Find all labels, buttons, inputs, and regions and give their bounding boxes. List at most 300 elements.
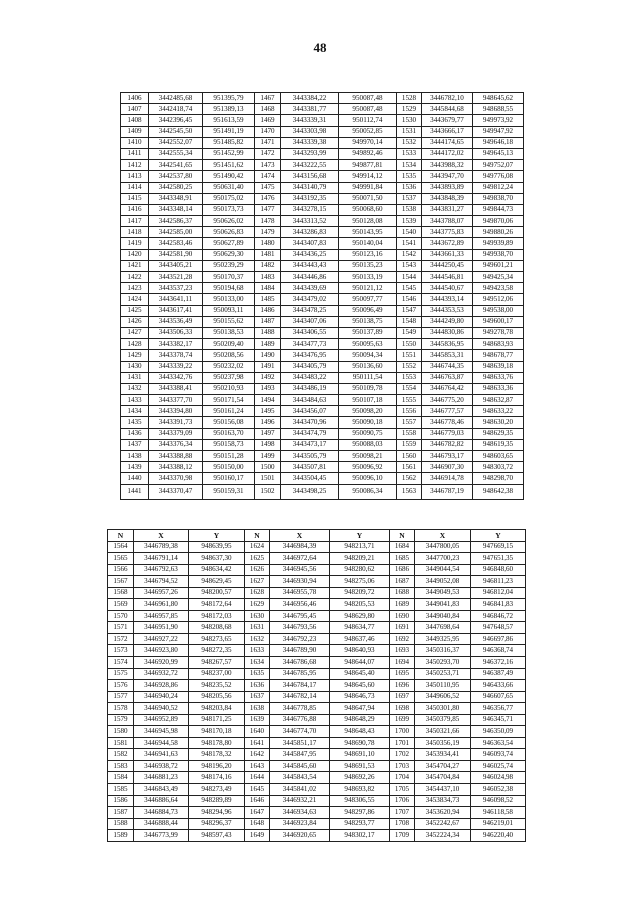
point-number-cell: 1561 (397, 462, 422, 473)
table-row (121, 350, 524, 361)
x-coordinate-cell: 3446793,56 (270, 622, 330, 634)
table-row (108, 807, 526, 819)
y-coordinate-cell: 948267,57 (189, 657, 245, 669)
x-coordinate-cell: 3446792,23 (270, 633, 330, 645)
x-coordinate-cell: 3446928,86 (134, 680, 189, 692)
point-number-cell: 1487 (255, 316, 281, 327)
x-coordinate-cell: 3446907,30 (422, 462, 473, 473)
point-number-cell: 1584 (108, 772, 134, 784)
y-coordinate-cell: 949838,70 (473, 193, 524, 204)
y-coordinate-cell: 950137,89 (339, 327, 397, 338)
point-number-cell: 1435 (121, 417, 149, 428)
y-coordinate-cell: 949512,06 (473, 294, 524, 305)
point-number-cell: 1573 (108, 645, 134, 657)
point-number-cell: 1640 (245, 726, 270, 738)
point-number-cell: 1541 (397, 238, 422, 249)
y-coordinate-cell: 950097,77 (339, 294, 397, 305)
x-coordinate-cell: 3443377,70 (149, 395, 203, 406)
y-coordinate-cell: 946846,72 (471, 610, 526, 622)
x-coordinate-cell: 3446920,99 (134, 657, 189, 669)
x-coordinate-cell: 3443672,89 (422, 238, 473, 249)
point-number-cell: 1586 (108, 795, 134, 807)
x-coordinate-cell: 3452224,34 (415, 830, 471, 842)
point-number-cell: 1500 (255, 462, 281, 473)
y-coordinate-cell: 948172,03 (189, 610, 245, 622)
x-coordinate-cell: 3446938,72 (134, 760, 189, 772)
y-coordinate-cell: 946220,40 (471, 830, 526, 842)
x-coordinate-cell: 3446941,63 (134, 749, 189, 761)
y-coordinate-cell: 950121,12 (339, 283, 397, 294)
point-number-cell: 1426 (121, 316, 149, 327)
y-coordinate-cell: 949880,26 (473, 227, 524, 238)
x-coordinate-cell: 3449325,95 (415, 633, 471, 645)
y-coordinate-cell: 946093,74 (471, 749, 526, 761)
point-number-cell: 1411 (121, 148, 149, 159)
y-coordinate-cell: 946219,01 (471, 818, 526, 830)
x-coordinate-cell: 3445847,95 (270, 749, 330, 761)
x-coordinate-cell: 3442580,25 (149, 182, 203, 193)
point-number-cell: 1415 (121, 193, 149, 204)
y-coordinate-cell: 951613,59 (203, 115, 255, 126)
point-number-cell: 1637 (245, 691, 270, 703)
x-coordinate-cell: 3443505,79 (281, 451, 339, 462)
table-row (121, 93, 524, 104)
y-coordinate-cell: 949938,70 (473, 249, 524, 260)
table-row (108, 610, 526, 622)
y-coordinate-cell: 948209,21 (330, 553, 390, 565)
x-coordinate-cell: 3446782,82 (422, 439, 473, 450)
x-coordinate-cell: 3446778,85 (270, 703, 330, 715)
point-number-cell: 1576 (108, 680, 134, 692)
point-number-cell: 1624 (245, 541, 270, 553)
point-number-cell: 1638 (245, 703, 270, 715)
y-coordinate-cell: 949947,92 (473, 126, 524, 137)
y-coordinate-cell: 949892,46 (339, 148, 397, 159)
point-number-cell: 1581 (108, 737, 134, 749)
x-coordinate-cell: 3446927,22 (134, 633, 189, 645)
point-number-cell: 1695 (390, 668, 415, 680)
x-coordinate-cell: 3446774,70 (270, 726, 330, 738)
y-coordinate-cell: 946025,74 (471, 760, 526, 772)
point-number-cell: 1428 (121, 339, 149, 350)
coordinates-table-2 (107, 529, 526, 842)
table-row (108, 737, 526, 749)
point-number-cell: 1502 (255, 484, 281, 499)
point-number-cell: 1424 (121, 294, 149, 305)
point-number-cell: 1440 (121, 473, 149, 484)
y-coordinate-cell: 950087,48 (339, 104, 397, 115)
point-number-cell: 1547 (397, 305, 422, 316)
table-row (121, 361, 524, 372)
x-coordinate-cell: 3443370,47 (149, 484, 203, 499)
point-number-cell: 1571 (108, 622, 134, 634)
y-coordinate-cell: 950156,08 (203, 417, 255, 428)
y-coordinate-cell: 948208,68 (189, 622, 245, 634)
x-coordinate-cell: 3446782,10 (422, 93, 473, 104)
y-coordinate-cell: 950098,21 (339, 451, 397, 462)
y-coordinate-cell: 948297,86 (330, 807, 390, 819)
x-coordinate-cell: 3442581,90 (149, 249, 203, 260)
x-coordinate-cell: 3443407,06 (281, 316, 339, 327)
y-coordinate-cell: 950096,92 (339, 462, 397, 473)
point-number-cell: 1633 (245, 645, 270, 657)
y-coordinate-cell: 948647,94 (330, 703, 390, 715)
x-coordinate-cell: 3443278,15 (281, 204, 339, 215)
x-coordinate-cell: 3446795,45 (270, 610, 330, 622)
y-coordinate-cell: 950631,40 (203, 182, 255, 193)
x-coordinate-cell: 3446789,38 (134, 541, 189, 553)
point-number-cell: 1493 (255, 383, 281, 394)
x-coordinate-cell: 3446961,80 (134, 599, 189, 611)
x-coordinate-cell: 3453934,41 (415, 749, 471, 761)
point-number-cell: 1429 (121, 350, 149, 361)
table-row (121, 182, 524, 193)
y-coordinate-cell: 948178,80 (189, 737, 245, 749)
y-coordinate-cell: 948293,77 (330, 818, 390, 830)
point-number-cell: 1566 (108, 564, 134, 576)
y-coordinate-cell: 950090,18 (339, 417, 397, 428)
x-coordinate-cell: 3442552,07 (149, 137, 203, 148)
point-number-cell: 1577 (108, 691, 134, 703)
y-coordinate-cell: 950626,83 (203, 227, 255, 238)
y-coordinate-cell: 948302,17 (330, 830, 390, 842)
x-coordinate-cell: 3443407,83 (281, 238, 339, 249)
x-coordinate-cell: 3450379,85 (415, 714, 471, 726)
point-number-cell: 1535 (397, 171, 422, 182)
x-coordinate-cell: 3446930,94 (270, 576, 330, 588)
point-number-cell: 1480 (255, 238, 281, 249)
table-row (121, 126, 524, 137)
x-coordinate-cell: 3443376,34 (149, 439, 203, 450)
x-coordinate-cell: 3443537,23 (149, 283, 203, 294)
y-coordinate-cell: 946433,66 (471, 680, 526, 692)
y-coordinate-cell: 950170,37 (203, 272, 255, 283)
table-row (108, 633, 526, 645)
table-row (121, 204, 524, 215)
point-number-cell: 1536 (397, 182, 422, 193)
point-number-cell: 1528 (397, 93, 422, 104)
point-number-cell: 1540 (397, 227, 422, 238)
x-coordinate-cell: 3442555,34 (149, 148, 203, 159)
table-row (108, 703, 526, 715)
y-coordinate-cell: 948639,18 (473, 361, 524, 372)
y-coordinate-cell: 948645,60 (330, 680, 390, 692)
x-coordinate-cell: 3443405,21 (149, 260, 203, 271)
x-coordinate-cell: 3443443,43 (281, 260, 339, 271)
x-coordinate-cell: 3446957,26 (134, 587, 189, 599)
table-row (121, 227, 524, 238)
y-coordinate-cell: 948205,53 (330, 599, 390, 611)
x-coordinate-cell: 3443848,39 (422, 193, 473, 204)
x-coordinate-cell: 3443661,33 (422, 249, 473, 260)
table-row (121, 115, 524, 126)
y-coordinate-cell: 948637,30 (189, 553, 245, 565)
y-coordinate-cell: 950158,73 (203, 439, 255, 450)
x-coordinate-cell: 3446952,89 (134, 714, 189, 726)
y-coordinate-cell: 949538,00 (473, 305, 524, 316)
x-coordinate-cell: 3446794,52 (134, 576, 189, 588)
table-row (121, 272, 524, 283)
column-header: N (108, 530, 134, 542)
point-number-cell: 1434 (121, 406, 149, 417)
y-coordinate-cell: 948306,55 (330, 795, 390, 807)
table-row (121, 305, 524, 316)
column-header: X (270, 530, 330, 542)
x-coordinate-cell: 3443893,89 (422, 182, 473, 193)
x-coordinate-cell: 3446775,20 (422, 395, 473, 406)
point-number-cell: 1423 (121, 283, 149, 294)
point-number-cell: 1413 (121, 171, 149, 182)
y-coordinate-cell: 949752,07 (473, 160, 524, 171)
point-number-cell: 1407 (121, 104, 149, 115)
point-number-cell: 1694 (390, 657, 415, 669)
x-coordinate-cell: 3444546,81 (422, 272, 473, 283)
table-row (121, 428, 524, 439)
point-number-cell: 1690 (390, 610, 415, 622)
y-coordinate-cell: 948688,55 (473, 104, 524, 115)
y-coordinate-cell: 947648,57 (471, 622, 526, 634)
x-coordinate-cell: 3443381,77 (281, 104, 339, 115)
point-number-cell: 1648 (245, 818, 270, 830)
point-number-cell: 1578 (108, 703, 134, 715)
y-coordinate-cell: 950107,18 (339, 395, 397, 406)
point-number-cell: 1501 (255, 473, 281, 484)
point-number-cell: 1492 (255, 372, 281, 383)
point-number-cell: 1564 (108, 541, 134, 553)
y-coordinate-cell: 950626,02 (203, 216, 255, 227)
point-number-cell: 1575 (108, 668, 134, 680)
point-number-cell: 1486 (255, 305, 281, 316)
table-row (108, 564, 526, 576)
point-number-cell: 1556 (397, 406, 422, 417)
point-number-cell: 1537 (397, 193, 422, 204)
table-row (121, 372, 524, 383)
x-coordinate-cell: 3450321,66 (415, 726, 471, 738)
point-number-cell: 1485 (255, 294, 281, 305)
table-row (108, 772, 526, 784)
table-row (108, 599, 526, 611)
y-coordinate-cell: 948644,07 (330, 657, 390, 669)
y-coordinate-cell: 948645,40 (330, 668, 390, 680)
y-coordinate-cell: 946372,16 (471, 657, 526, 669)
table-row (108, 622, 526, 634)
point-number-cell: 1425 (121, 305, 149, 316)
point-number-cell: 1412 (121, 160, 149, 171)
x-coordinate-cell: 3446957,85 (134, 610, 189, 622)
point-number-cell: 1703 (390, 760, 415, 772)
y-coordinate-cell: 950160,17 (203, 473, 255, 484)
point-number-cell: 1705 (390, 784, 415, 796)
y-coordinate-cell: 950161,24 (203, 406, 255, 417)
x-coordinate-cell: 3446945,56 (270, 564, 330, 576)
x-coordinate-cell: 3443536,49 (149, 316, 203, 327)
point-number-cell: 1634 (245, 657, 270, 669)
point-number-cell: 1542 (397, 249, 422, 260)
x-coordinate-cell: 3444249,80 (422, 316, 473, 327)
point-number-cell: 1533 (397, 148, 422, 159)
point-number-cell: 1529 (397, 104, 422, 115)
point-number-cell: 1589 (108, 830, 134, 842)
y-coordinate-cell: 949844,73 (473, 204, 524, 215)
table-row (108, 587, 526, 599)
x-coordinate-cell: 3449041,83 (415, 599, 471, 611)
point-number-cell: 1554 (397, 383, 422, 394)
point-number-cell: 1551 (397, 350, 422, 361)
point-number-cell: 1473 (255, 160, 281, 171)
y-coordinate-cell: 948634,77 (330, 622, 390, 634)
y-coordinate-cell: 948174,16 (189, 772, 245, 784)
y-coordinate-cell: 948632,87 (473, 395, 524, 406)
x-coordinate-cell: 3450316,37 (415, 645, 471, 657)
y-coordinate-cell: 950068,60 (339, 204, 397, 215)
point-number-cell: 1628 (245, 587, 270, 599)
y-coordinate-cell: 948629,35 (473, 428, 524, 439)
table-row (121, 104, 524, 115)
x-coordinate-cell: 3446779,03 (422, 428, 473, 439)
point-number-cell: 1532 (397, 137, 422, 148)
point-number-cell: 1421 (121, 260, 149, 271)
point-number-cell: 1496 (255, 417, 281, 428)
x-coordinate-cell: 3446932,21 (270, 795, 330, 807)
x-coordinate-cell: 3443192,35 (281, 193, 339, 204)
point-number-cell: 1427 (121, 327, 149, 338)
point-number-cell: 1437 (121, 439, 149, 450)
x-coordinate-cell: 3443286,83 (281, 227, 339, 238)
y-coordinate-cell: 950209,40 (203, 339, 255, 350)
point-number-cell: 1543 (397, 260, 422, 271)
x-coordinate-cell: 3443484,63 (281, 395, 339, 406)
x-coordinate-cell: 3453834,73 (415, 795, 471, 807)
y-coordinate-cell: 949812,24 (473, 182, 524, 193)
y-coordinate-cell: 950143,95 (339, 227, 397, 238)
x-coordinate-cell: 3446923,84 (270, 818, 330, 830)
y-coordinate-cell: 946118,58 (471, 807, 526, 819)
x-coordinate-cell: 3443293,99 (281, 148, 339, 159)
point-number-cell: 1630 (245, 610, 270, 622)
x-coordinate-cell: 3449040,84 (415, 610, 471, 622)
point-number-cell: 1580 (108, 726, 134, 738)
table-row (108, 657, 526, 669)
point-number-cell: 1704 (390, 772, 415, 784)
y-coordinate-cell: 948690,78 (330, 737, 390, 749)
point-number-cell: 1643 (245, 760, 270, 772)
y-coordinate-cell: 949877,81 (339, 160, 397, 171)
point-number-cell: 1570 (108, 610, 134, 622)
y-coordinate-cell: 946848,60 (471, 564, 526, 576)
x-coordinate-cell: 3443470,96 (281, 417, 339, 428)
y-coordinate-cell: 948209,72 (330, 587, 390, 599)
column-header: X (415, 530, 471, 542)
point-number-cell: 1470 (255, 126, 281, 137)
y-coordinate-cell: 948683,93 (473, 339, 524, 350)
y-coordinate-cell: 950138,75 (339, 316, 397, 327)
y-coordinate-cell: 948171,25 (189, 714, 245, 726)
y-coordinate-cell: 948629,80 (330, 610, 390, 622)
x-coordinate-cell: 3446784,17 (270, 680, 330, 692)
x-coordinate-cell: 3443506,33 (149, 327, 203, 338)
point-number-cell: 1579 (108, 714, 134, 726)
x-coordinate-cell: 3452242,67 (415, 818, 471, 830)
point-number-cell: 1438 (121, 451, 149, 462)
y-coordinate-cell: 948275,06 (330, 576, 390, 588)
point-number-cell: 1583 (108, 760, 134, 772)
y-coordinate-cell: 948235,52 (189, 680, 245, 692)
point-number-cell: 1692 (390, 633, 415, 645)
point-number-cell: 1569 (108, 599, 134, 611)
y-coordinate-cell: 948298,70 (473, 473, 524, 484)
table-row (108, 830, 526, 842)
point-number-cell: 1469 (255, 115, 281, 126)
point-number-cell: 1627 (245, 576, 270, 588)
y-coordinate-cell: 950136,60 (339, 361, 397, 372)
x-coordinate-cell: 3442545,50 (149, 126, 203, 137)
y-coordinate-cell: 950133,19 (339, 272, 397, 283)
x-coordinate-cell: 3444393,14 (422, 294, 473, 305)
point-number-cell: 1562 (397, 473, 422, 484)
table-row (108, 784, 526, 796)
y-coordinate-cell: 951452,99 (203, 148, 255, 159)
point-number-cell: 1700 (390, 726, 415, 738)
point-number-cell: 1420 (121, 249, 149, 260)
x-coordinate-cell: 3443479,02 (281, 294, 339, 305)
y-coordinate-cell: 949939,89 (473, 238, 524, 249)
table-row (108, 714, 526, 726)
y-coordinate-cell: 950133,00 (203, 294, 255, 305)
point-number-cell: 1649 (245, 830, 270, 842)
x-coordinate-cell: 3444172,02 (422, 148, 473, 159)
x-coordinate-cell: 3443382,17 (149, 339, 203, 350)
x-coordinate-cell: 3444540,67 (422, 283, 473, 294)
table-row (108, 726, 526, 738)
point-number-cell: 1414 (121, 182, 149, 193)
point-number-cell: 1550 (397, 339, 422, 350)
y-coordinate-cell: 948645,62 (473, 93, 524, 104)
point-number-cell: 1491 (255, 361, 281, 372)
point-number-cell: 1635 (245, 668, 270, 680)
point-number-cell: 1706 (390, 795, 415, 807)
x-coordinate-cell: 3446951,90 (134, 622, 189, 634)
table-row (121, 439, 524, 450)
x-coordinate-cell: 3443679,77 (422, 115, 473, 126)
y-coordinate-cell: 948237,00 (189, 668, 245, 680)
y-coordinate-cell: 946052,38 (471, 784, 526, 796)
column-header: Y (471, 530, 526, 542)
table-row (108, 691, 526, 703)
y-coordinate-cell: 948296,37 (189, 818, 245, 830)
point-number-cell: 1484 (255, 283, 281, 294)
x-coordinate-cell: 3446777,57 (422, 406, 473, 417)
point-number-cell: 1468 (255, 104, 281, 115)
x-coordinate-cell: 3445841,02 (270, 784, 330, 796)
point-number-cell: 1477 (255, 204, 281, 215)
table-row (121, 148, 524, 159)
point-number-cell: 1553 (397, 372, 422, 383)
y-coordinate-cell: 950232,02 (203, 361, 255, 372)
y-coordinate-cell: 946024,98 (471, 772, 526, 784)
x-coordinate-cell: 3446744,35 (422, 361, 473, 372)
point-number-cell: 1568 (108, 587, 134, 599)
x-coordinate-cell: 3446956,46 (270, 599, 330, 611)
x-coordinate-cell: 3449044,54 (415, 564, 471, 576)
x-coordinate-cell: 3443348,91 (149, 193, 203, 204)
x-coordinate-cell: 3443831,27 (422, 204, 473, 215)
table-row (121, 327, 524, 338)
y-coordinate-cell: 950159,31 (203, 484, 255, 499)
point-number-cell: 1545 (397, 283, 422, 294)
y-coordinate-cell: 950128,08 (339, 216, 397, 227)
y-coordinate-cell: 949601,21 (473, 260, 524, 271)
y-coordinate-cell: 948630,20 (473, 417, 524, 428)
